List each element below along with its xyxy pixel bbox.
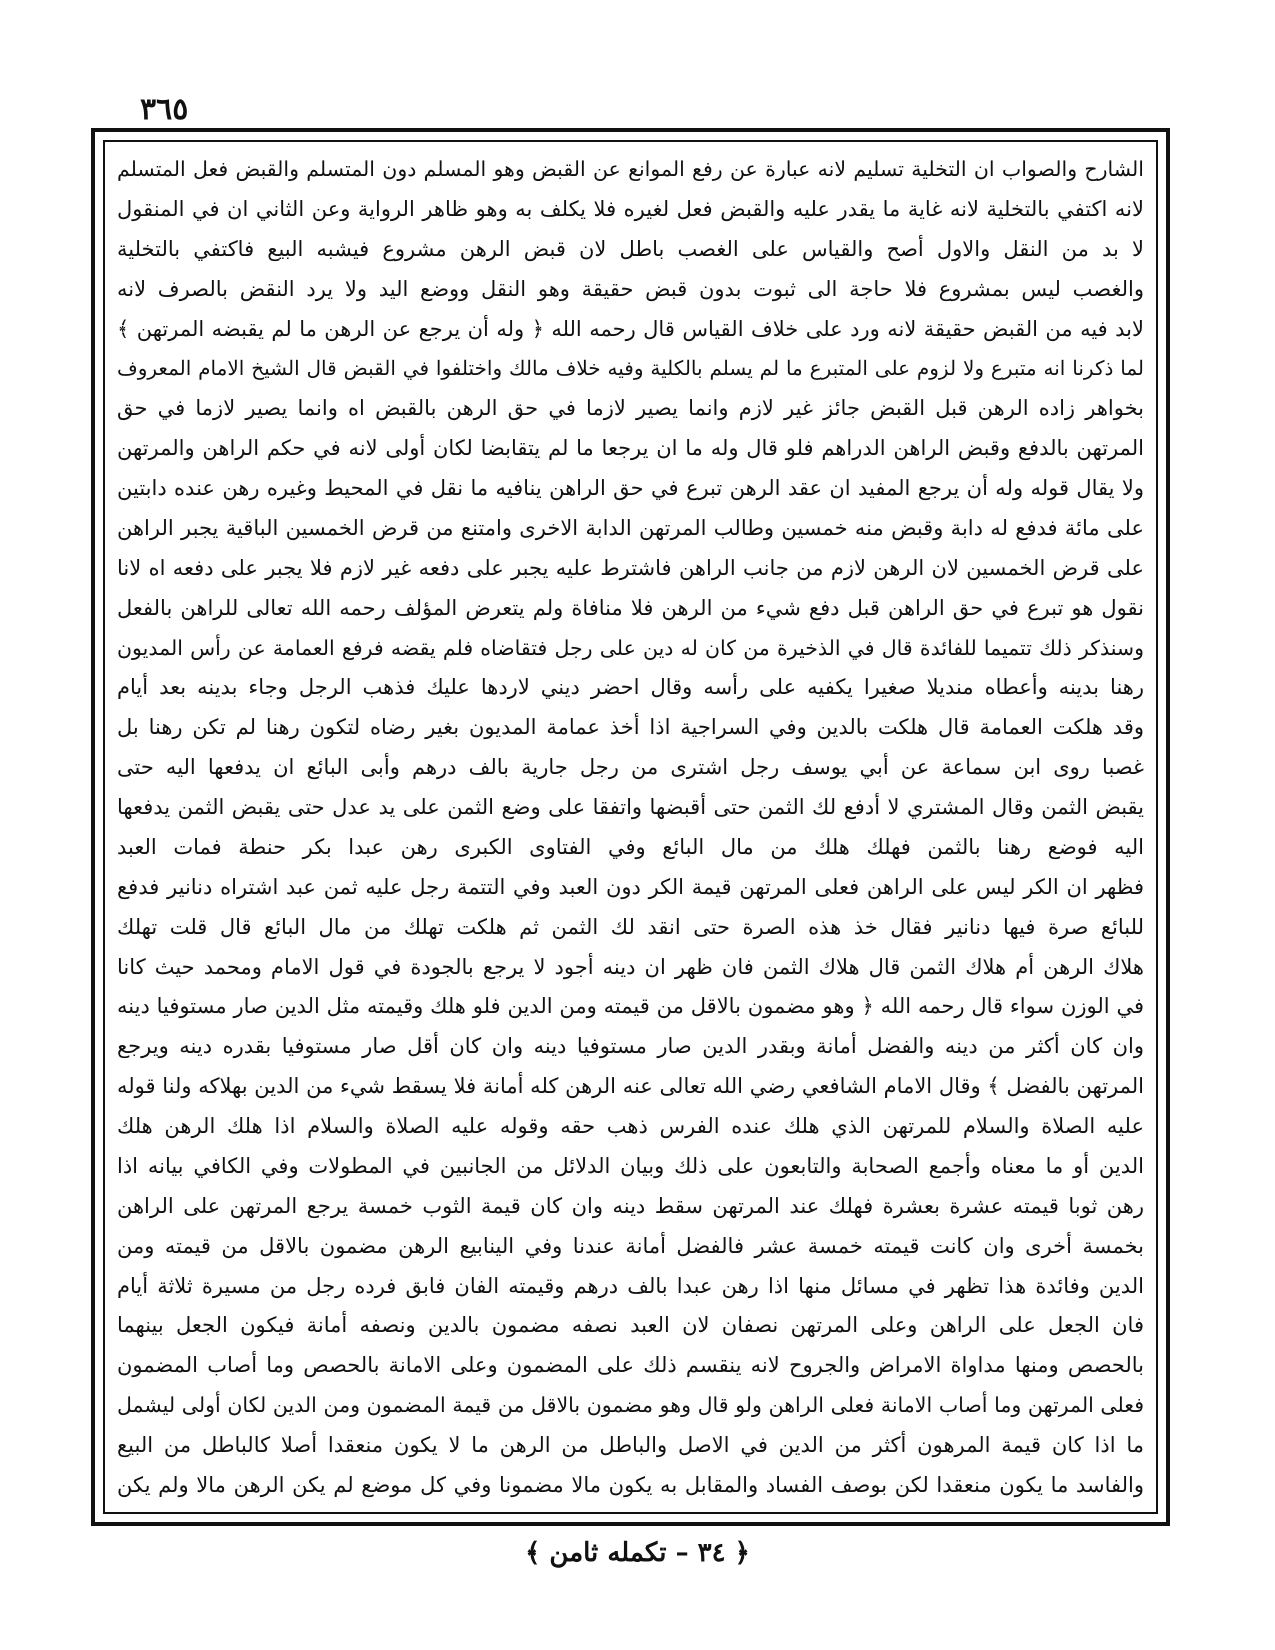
text-body [117,152,1144,1502]
text-line: على قرض الخمسين لان الرهن لازم من جانب الراهن فاشترط عليه يجبر على دفعه غير لازم فلا يجبر على دفعه اه لانا [117,555,1144,580]
page-border-outer [91,128,1170,1526]
text-line: المرتهن بالدفع وقبض الراهن الدراهم فلو قال وله ما ان يرجعا ما لم يتقابضا لكان أولى لانه في حكم الراهن والمرتهن [117,436,1144,461]
text-line: على مائة فدفع له دابة وقبض منه خمسين وطالب المرتهن الدابة الاخرى وامتنع من قرض الخمسين الباقية يجبر الراهن [117,515,1144,540]
text-line: اليه فوضع رهنا بالثمن فهلك هلك من مال البائع وفي الفتاوى الكبرى رهن عبدا بكر حنطة فمات العبد [117,834,1144,859]
text-line: ما اذا كان قيمة المرهون أكثر من الدين في الاصل والباطل من الرهن ما لا يكون منعقدا أصلا كالباطل من البيع [117,1433,1144,1457]
text-line: يقبض الثمن وقال المشتري لا أدفع لك الثمن حتى أقبضها واتفقا على وضع الثمن على يد عدل حتى يقبض الثمن يدفعها [117,795,1144,819]
text-line: والغصب ليس بمشروع فلا حاجة الى ثبوت بدون قبض حقيقة وهو النقل ووضع اليد ولا يرد النقض بالصرف لانه [117,276,1144,301]
text-line: ولا يقال قوله وله أن يرجع المفيد ان عقد الرهن تبرع في حق الراهن ينافيه ما نقل في المحيط وغيره رهن عنده دابتين [117,476,1144,500]
text-line: بخواهر زاده الرهن قبل القبض جائز غير لازم وانما يصير لازما في حق الرهن بالقبض اه وانما يصير لازما في حق [117,396,1144,421]
text-line: لا بد من النقل والاول أصح والقياس على الغصب باطل لان قبض الرهن مشروع فيشبه البيع فاكتفي بالتخلية [117,236,1144,261]
text-line: لانه اكتفي بالتخلية لانه غاية ما يقدر عليه والقبض فعل لغيره فلا يكلف به وهو ظاهر الرواية وعن الثاني ان في المنقول [117,196,1144,221]
text-line: لما ذكرنا انه متبرع ولا لزوم على المتبرع ما لم يسلم بالكلية وفيه خلاف مالك واختلفوا في القبض قال الشيخ الامام المعروف [117,356,1144,381]
text-line: بخمسة أخرى وان كانت قيمته خمسة عشر فالفضل أمانة عندنا وفي الينابيع الرهن مضمون بالاقل من قيمته ومن [117,1233,1144,1258]
page-number: ٣٦٥ [140,92,189,127]
text-line: الشارح والصواب ان التخلية تسليم لانه عبارة عن رفع الموانع عن القبض وهو المسلم دون المتسلم والقبض فعل المتسلم [117,157,1144,181]
text-line: وقد هلكت العمامة قال هلكت بالدين وفي السراجية اذا أخذ عمامة المديون بغير رضاه لتكون رهنا لم تكن رهنا بل [117,715,1144,740]
text-line: فان الجعل على الراهن وعلى المرتهن نصفان لان العبد نصفه مضمون بالدين ونصفه أمانة فيكون الجعل بينهما [117,1313,1144,1338]
text-line: رهنا بدينه وأعطاه منديلا صغيرا يكفيه على رأسه وقال احضر ديني لاردها عليك فذهب الرجل وجاء بدينه بعد أيام [117,675,1144,700]
text-line: عليه الصلاة والسلام للمرتهن الذي هلك عنده الفرس ذهب حقه وقوله عليه الصلاة والسلام اذا هلك الرهن هلك [117,1114,1144,1138]
text-line: الدين وفائدة هذا تظهر في مسائل منها اذا رهن عبدا بالف درهم وقيمته الفان فابق فرده رجل من مسيرة ثلاثة أيام [117,1273,1144,1298]
text-line: نقول هو تبرع في حق الراهن قبل دفع شيء من الرهن فلا منافاة ولم يتعرض المؤلف رحمه الله تعالى للراهن بالفعل [117,595,1144,620]
text-line: هلاك الرهن أم هلاك الثمن قال هلاك الثمن فان ظهر ان دينه أجود لا يرجع بالجودة في قول الامام ومحمد حيث كانا [117,954,1144,979]
text-line: الدين أو ما معناه وأجمع الصحابة والتابعون على ذلك وبيان الدلائل من الجانبين في المطولات وفي الكافي بيانه اذا [117,1153,1144,1178]
text-line: فظهر ان الكر ليس على الراهن فعلى المرتهن قيمة الكر دون العبد وفي التتمة رجل عليه ثمن عبد اشتراه دنانير فدفع [117,874,1144,899]
text-line: المرتهن بالفضل ﴾ وقال الامام الشافعي رضي الله تعالى عنه الرهن كله أمانة فلا يسقط شيء من الدين بهلاكه ولنا قوله [117,1074,1144,1099]
page-border-inner [103,140,1158,1514]
footer-label: ﴿ ٣٤ – تكمله ثامن ﴾ [525,1538,750,1568]
text-line: فعلى المرتهن وما أصاب الامانة فعلى الراهن ولو قال وهو مضمون بالاقل من قيمة المضمون ومن الدين لكان أولى ليشمل [117,1393,1144,1418]
text-line: والفاسد ما يكون منعقدا لكن بوصف الفساد والمقابل به يكون مالا مضمونا وفي كل موضع لم يكن الرهن مالا ولم يكن [117,1472,1144,1497]
text-line: للبائع صرة فيها دنانير فقال خذ هذه الصرة حتى انقد لك الثمن ثم هلكت تهلك من مال البائع قال قلت تهلك [117,914,1144,939]
text-line: بالحصص ومنها مداواة الامراض والجروح لانه ينقسم ذلك على المضمون وعلى الامانة بالحصص وما أصاب المضمون [117,1353,1144,1378]
text-line: لابد فيه من القبض حقيقة لانه ورد على خلاف القياس قال رحمه الله ﴿ وله أن يرجع عن الرهن ما لم يقبضه المرتهن ﴾ [117,316,1144,341]
text-line: غصبا روى ابن سماعة عن أبي يوسف رجل اشترى من رجل جارية بالف درهم وأبى البائع ان يدفعها اليه حتى [117,755,1144,780]
text-line: في الوزن سواء قال رحمه الله ﴿ وهو مضمون بالاقل من قيمته ومن الدين فلو هلك وقيمته مثل الدين صار مستوفيا دينه [117,994,1144,1019]
text-line: رهن ثوبا قيمته عشرة بعشرة فهلك عند المرتهن سقط دينه وان كان قيمة الثوب خمسة يرجع المرتهن على الراهن [117,1193,1144,1218]
text-line: وان كان أكثر من دينه والفضل أمانة وبقدر الدين صار مستوفيا دينه وان كان أقل صار مستوفيا بقدره دينه ويرجع [117,1034,1144,1059]
text-line: وسنذكر ذلك تتميما للفائدة قال في الذخيرة من كان له دين على رجل فتقاضاه فلم يقضه فرفع العمامة عن رأس المديون [117,635,1144,660]
